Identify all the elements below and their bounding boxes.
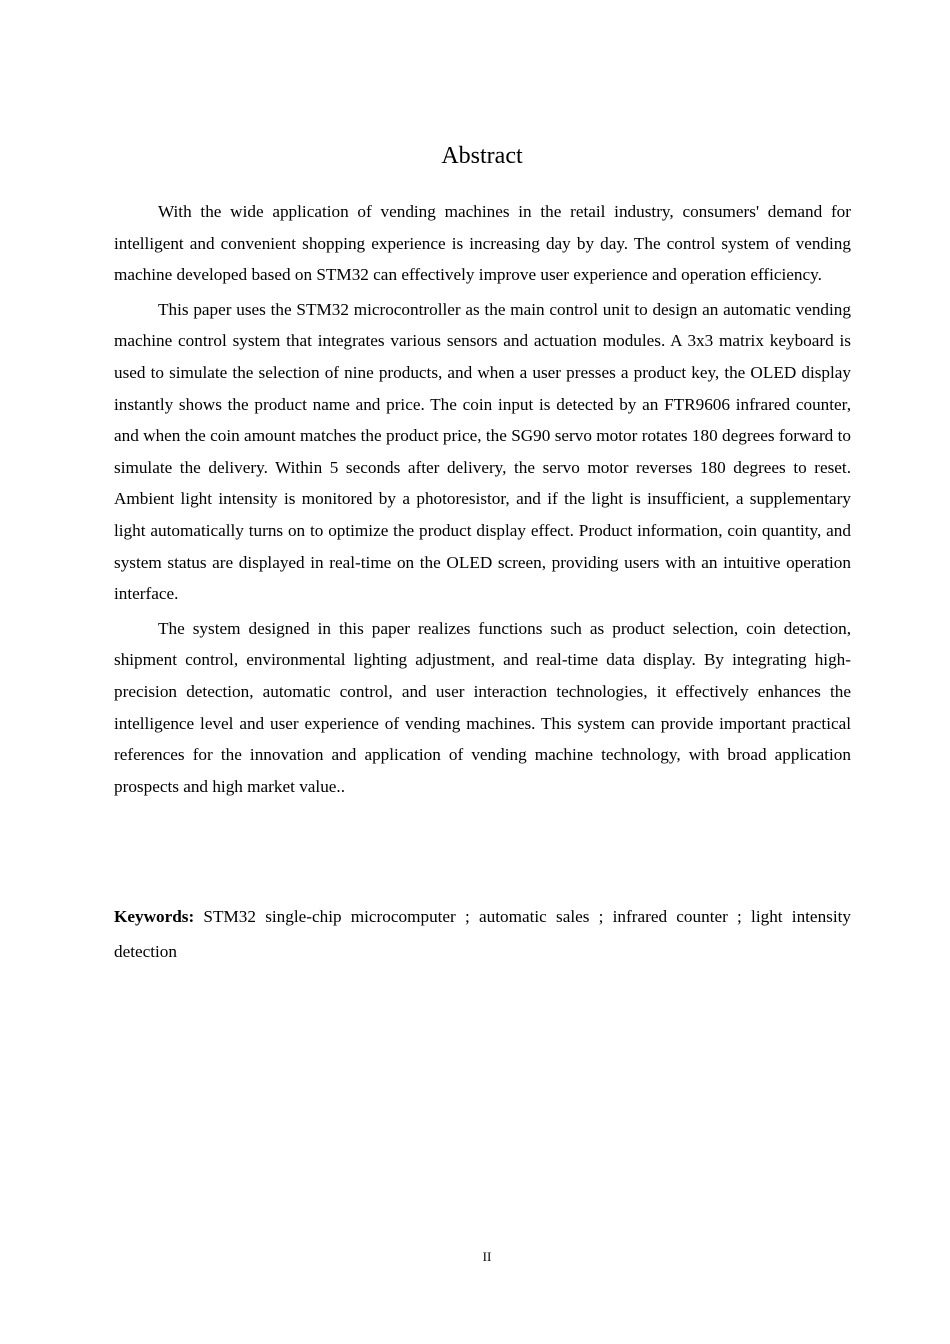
page-number: II xyxy=(482,1249,492,1264)
keywords-label: Keywords: xyxy=(114,907,195,926)
abstract-paragraph-3: The system designed in this paper realizes functions such as product selection, coin detection, shipment control, environmental lighting adjustment, and real-time data display. By integrating high-precision detection, automatic control, and user interaction technologies, it effectively enhances the intelligence level and user experience of vending machines. This system can provide important practical references for the innovation and application of vending machine technology, with broad application prospects and high market value.. xyxy=(114,618,851,796)
abstract-body xyxy=(114,196,851,805)
abstract-paragraph-1: With the wide application of vending machines in the retail industry, consumers' demand for intelligent and convenient shopping experience is increasing day by day. The control system of vending machine developed based on STM32 can effectively improve user experience and operation efficiency. xyxy=(114,202,851,285)
keywords-text: STM32 single-chip microcomputer ; automatic sales ; infrared counter ; light intensity detection xyxy=(114,907,851,961)
abstract-title: Abstract xyxy=(441,143,523,170)
keywords-line xyxy=(114,899,851,969)
abstract-paragraph-2: This paper uses the STM32 microcontroller as the main control unit to design an automatic vending machine control system that integrates various sensors and actuation modules. A 3x3 matrix keyboard is used to simulate the selection of nine products, and when a user presses a product key, the OLED display instantly shows the product name and price. The coin input is detected by an FTR9606 infrared counter, and when the coin amount matches the product price, the SG90 servo motor rotates 180 degrees forward to simulate the delivery. Within 5 seconds after delivery, the servo motor reverses 180 degrees to reset. Ambient light intensity is monitored by a photoresistor, and if the light is insufficient, a supplementary light automatically turns on to optimize the product display effect. Product information, coin quantity, and system status are displayed in real-time on the OLED screen, providing users with an intuitive operation interface. xyxy=(114,299,851,604)
